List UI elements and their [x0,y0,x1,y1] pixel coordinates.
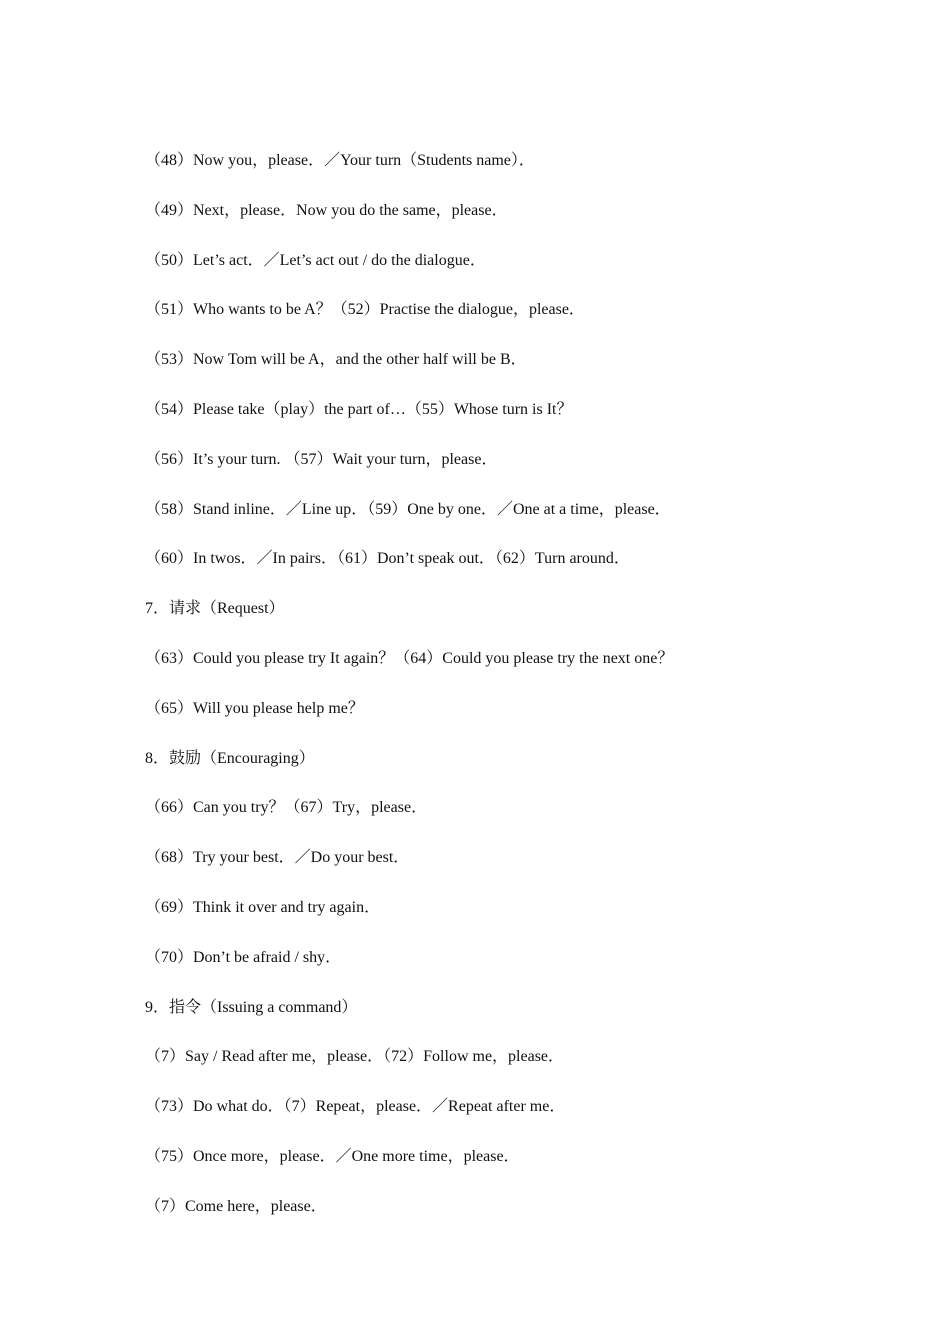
phrase-line-63-64: （63）Could you please try It again？（64）Could you please try the next one？ [145,649,674,667]
phrase-line-48: （48）Now you，please．／Your turn（Students name）． [145,152,535,169]
phrase-line-50: （50）Let’s act．／Let’s act out / do the dialogue． [145,251,486,269]
phrase-line-54-55: （54）Please take（play）the part of…（55）Whose turn is It？ [145,400,573,418]
section-heading-command: 9．指令（Issuing a command） [145,998,358,1016]
phrase-line-60-62: （60）In twos．／In pairs．（61）Don’t speak out．（62）Turn around． [145,550,630,568]
phrase-line-71-72: （7）Say / Read after me，please．（72）Follow me，please． [145,1048,565,1066]
phrase-line-56-57: （56）It’s your turn. （57）Wait your turn，please． [145,450,498,468]
phrase-line-70: （70）Don’t be afraid / shy． [145,948,342,966]
phrase-line-53: （53）Now Tom will be A，and the other half will be B． [145,351,527,369]
phrase-line-49: （49）Next，please．Now you do the same，please． [145,201,508,219]
section-heading-encouraging: 8．鼓励（Encouraging） [145,749,315,767]
phrase-line-65: （65）Will you please help me？ [145,699,364,717]
document-body [145,149,845,1245]
phrase-line-73-74: （73）Do what do．（7）Repeat，please．／Repeat after me． [145,1098,566,1116]
phrase-line-76: （7）Come here，please． [145,1197,327,1215]
phrase-line-58-59: （58）Stand inline．／Line up．（59）One by one．／One at a time，please． [145,500,671,518]
phrase-line-68: （68）Try your best．／Do your best． [145,849,410,867]
phrase-line-66-67: （66）Can you try？（67）Try，please． [145,799,428,817]
phrase-line-75: （75）Once more，please．／One more time，please． [145,1147,520,1165]
section-heading-request: 7．请求（Request） [145,600,285,618]
phrase-line-51-52: （51）Who wants to be A？（52）Practise the dialogue，please． [145,301,585,319]
phrase-line-69: （69）Think it over and try again． [145,898,381,916]
